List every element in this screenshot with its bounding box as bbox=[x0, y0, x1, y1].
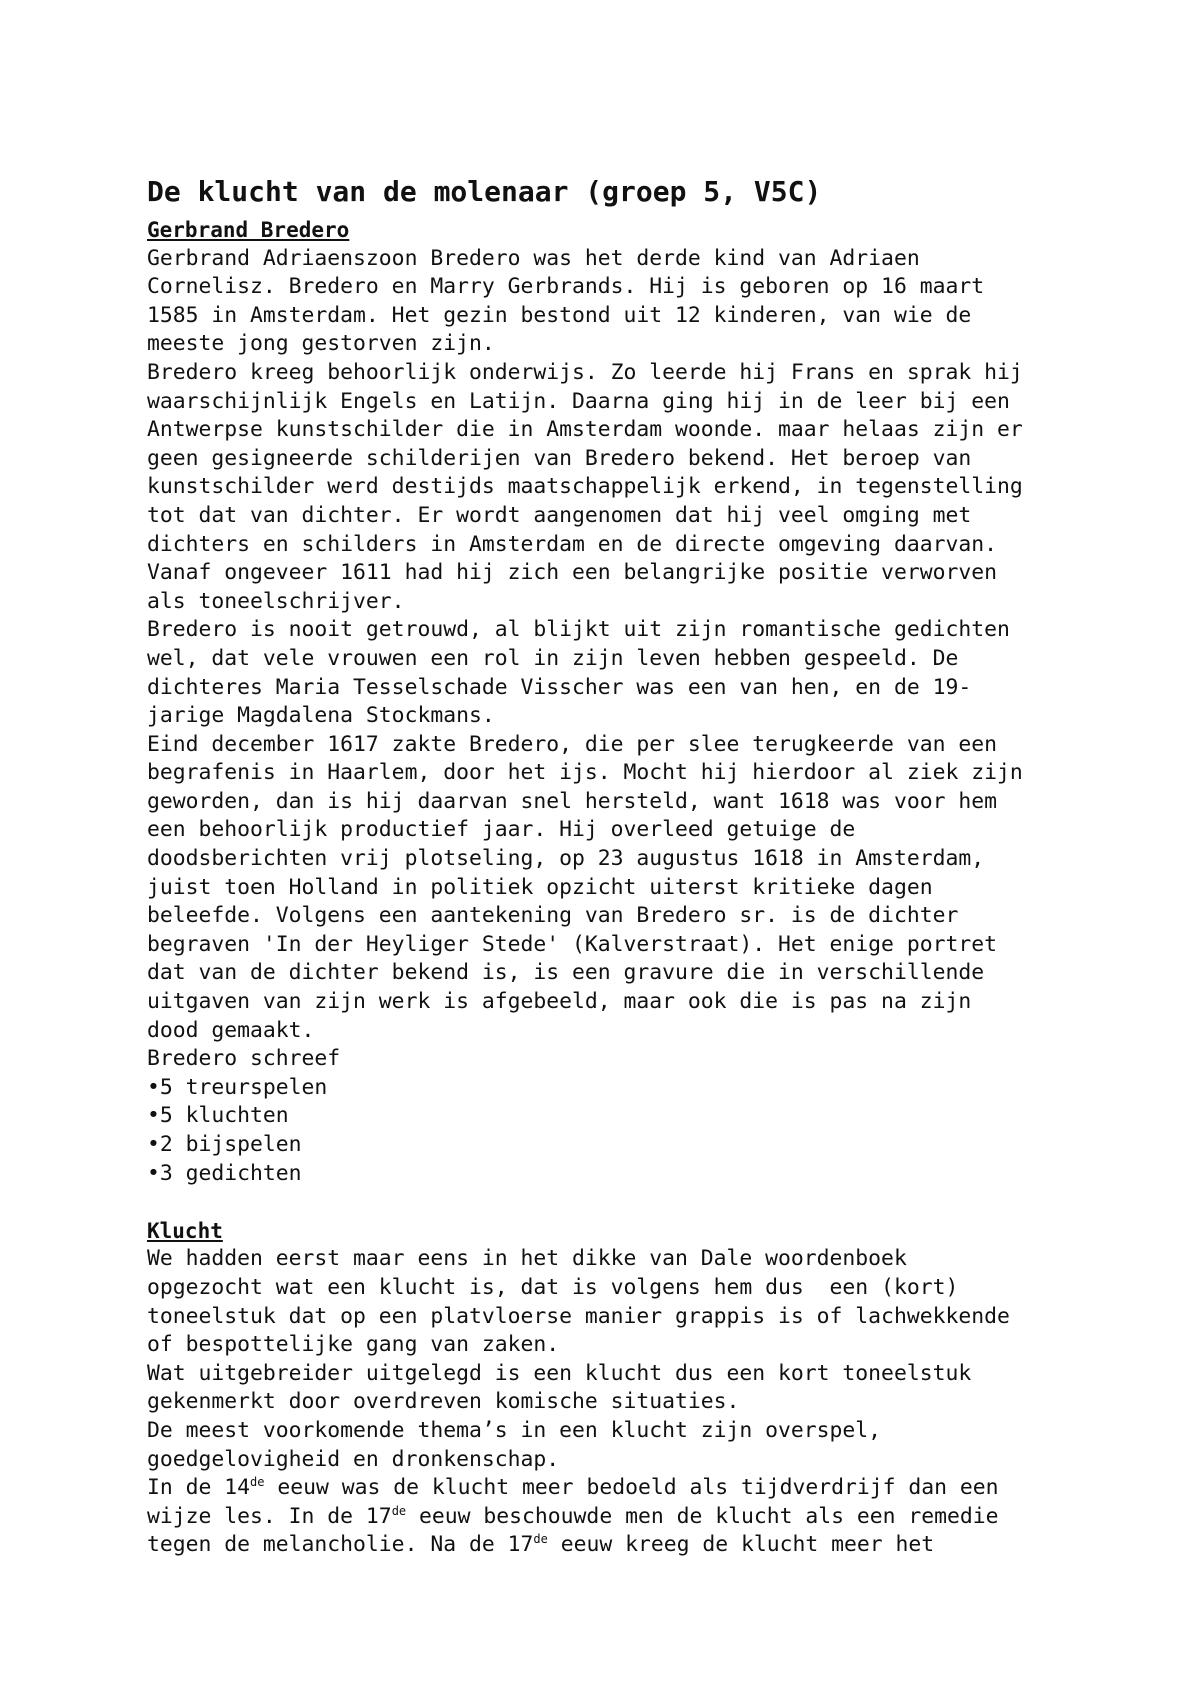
text-run: eeuw was de klucht meer bedoeld als tijdverdrijf dan een wijze les. In de 17 bbox=[147, 1475, 999, 1529]
list-item: •2 bijspelen bbox=[147, 1132, 302, 1157]
paragraph: We hadden eerst maar eens in het dikke van Dale woordenboek opgezocht wat een klucht is, dat is volgens hem dus een (kort) toneelstuk dat op een platvloerse manier grappis is of lachwekkende of bespottelijke gang van zaken. bbox=[147, 1246, 1010, 1358]
section-heading-klucht: Klucht bbox=[147, 1218, 223, 1243]
page-title: De klucht van de molenaar (groep 5, V5C) bbox=[147, 175, 822, 208]
paragraph: Eind december 1617 zakte Bredero, die per slee terugkeerde van een begrafenis in Haarlem, door het ijs. Mocht hij hierdoor al ziek zijn geworden, dan is hij daarvan snel hersteld, want 1618 was voor hem een behoorlijk productief jaar. Hij overleed getuige de doodsberichten vrij plotseling, op 23 augustus 1618 in Amsterdam, juist toen Holland in politiek opzicht uiterst kritieke dagen beleefde. Volgens een aantekening van Bredero sr. is de dichter begraven 'In der Heyliger Stede' (Kalverstraat). Het enige portret dat van de dichter bekend is, is een gravure die in verschillende uitgaven van zijn werk is afgebeeld, maar ook die is pas na zijn dood gemaakt. bbox=[147, 731, 1023, 1043]
text-run: eeuw beschouwde men de klucht als een remedie tegen de melancholie. Na de 17 bbox=[147, 1503, 999, 1558]
paragraph: Bredero is nooit getrouwd, al blijkt uit zijn romantische gedichten wel, dat vele vrouwen een rol in zijn leven hebben gespeeld. De dichteres Maria Tesselschade Visscher was een van hen, en de 19- jarige Magdalena Stockmans. bbox=[147, 617, 1010, 729]
paragraph: Wat uitgebreider uitgelegd is een klucht dus een kort toneelstuk gekenmerkt door overdreven komische situaties. bbox=[147, 1360, 972, 1415]
works-list bbox=[147, 1074, 1147, 1188]
document-page bbox=[147, 172, 1147, 1560]
text-run: In de 14 bbox=[147, 1475, 251, 1501]
section-heading-bredero: Gerbrand Bredero bbox=[147, 218, 350, 242]
text-run: eeuw kreeg de klucht meer het bbox=[547, 1532, 935, 1558]
list-item: •5 treurspelen bbox=[147, 1074, 328, 1100]
paragraph: De meest voorkomende thema’s in een klucht zijn overspel, goedgelovigheid en dronkenschap. bbox=[147, 1417, 882, 1472]
spacer bbox=[147, 1188, 1147, 1217]
paragraph: Gerbrand Adriaenszoon Bredero was het derde kind van Adriaen Cornelisz. Bredero en Marry Gerbrands. Hij is geboren op 16 maart 1585 in Amsterdam. Het gezin bestond uit 12 kinderen, van wie de meeste jong gestorven zijn. bbox=[147, 245, 985, 357]
list-item: •5 kluchten bbox=[147, 1103, 289, 1129]
superscript: de bbox=[391, 1503, 407, 1518]
paragraph-centuries bbox=[147, 1474, 1147, 1560]
superscript: de bbox=[533, 1532, 548, 1547]
paragraph: Bredero kreeg behoorlijk onderwijs. Zo leerde hij Frans en sprak hij waarschijnlijk Engels en Latijn. Daarna ging hij in de leer bij een Antwerpse kunstschilder die in Amsterdam woonde. maar helaas zijn er geen gesigneerde schilderijen van Bredero bekend. Het beroep van kunstschilder werd destijds maatschappelijk erkend, in tegenstelling tot dat van dichter. Er wordt aangenomen dat hij veel omging met dichters en schilders in Amsterdam en de directe omgeving daarvan. Vanaf ongeveer 1611 had hij zich een belangrijke positie verworven als toneelschrijver. bbox=[147, 359, 1023, 614]
superscript: de bbox=[250, 1475, 265, 1489]
list-item: •3 gedichten bbox=[147, 1160, 302, 1186]
paragraph: Bredero schreef bbox=[147, 1046, 341, 1072]
